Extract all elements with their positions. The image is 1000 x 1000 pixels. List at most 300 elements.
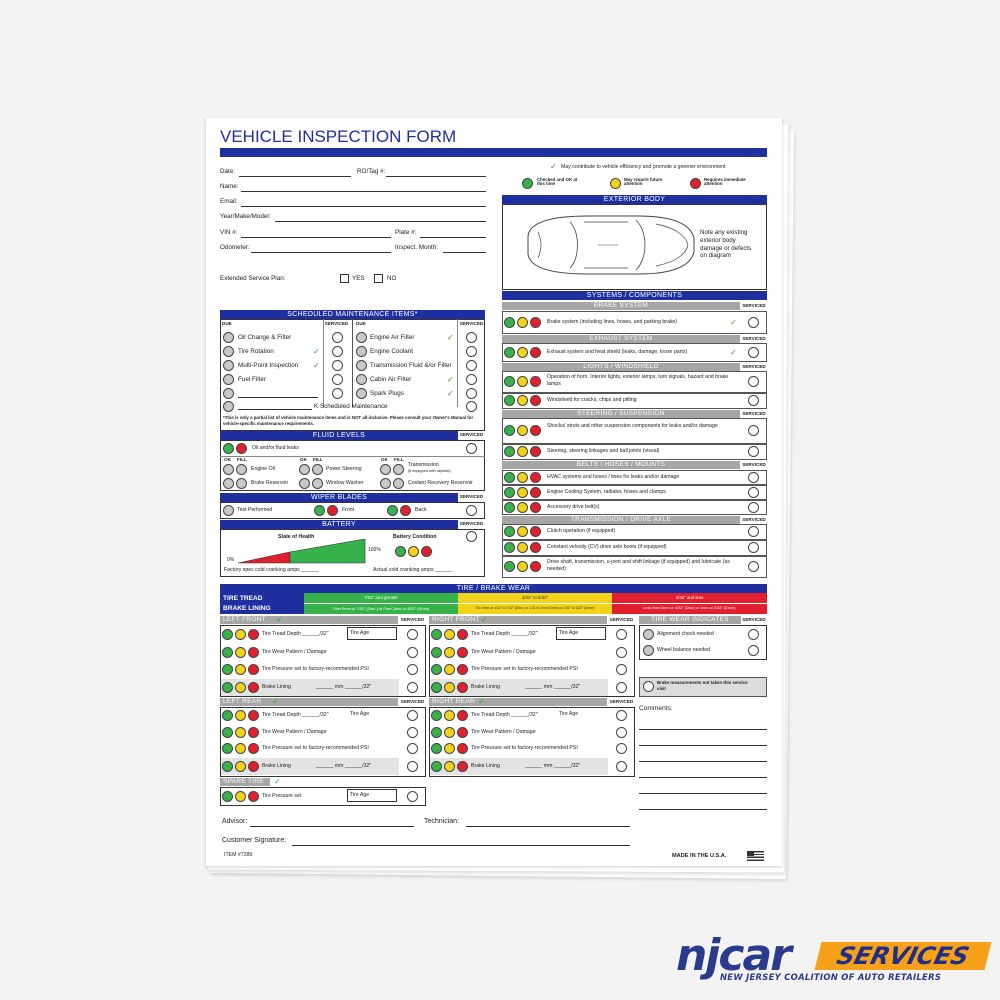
- red-status-icon[interactable]: [530, 526, 541, 537]
- brake-system-header: BRAKE SYSTEM: [502, 302, 740, 310]
- battery-condition-label: Battery Condition: [393, 534, 437, 540]
- green-status-icon[interactable]: [431, 682, 442, 693]
- inspect-month-field[interactable]: [443, 252, 486, 253]
- green-status-icon[interactable]: [222, 791, 233, 802]
- green-status-icon[interactable]: [431, 647, 442, 658]
- red-status-icon[interactable]: [248, 629, 259, 640]
- due-indicator-icon[interactable]: [356, 388, 367, 399]
- green-status-icon[interactable]: [504, 487, 515, 498]
- ok-indicator-icon[interactable]: [223, 464, 234, 475]
- exhaust-system-header: EXHAUST SYSTEM: [502, 335, 740, 343]
- systems-row-label: Constant velocity (CV) drive axle boots (if equipped): [547, 544, 667, 550]
- vin-field[interactable]: [241, 237, 391, 238]
- brake-lining-row-label: Brake Lining: [471, 684, 500, 690]
- technician-field[interactable]: [466, 826, 630, 827]
- gauge-zero-label: 0%: [227, 557, 235, 563]
- green-status-icon[interactable]: [222, 647, 233, 658]
- serviced-checkbox[interactable]: [407, 647, 418, 658]
- serviced-checkbox[interactable]: [407, 664, 418, 675]
- serviced-checkbox[interactable]: [466, 374, 477, 385]
- wear-pattern-label: Tire Wear Pattern / Damage: [262, 649, 327, 655]
- comments-line[interactable]: [639, 729, 767, 730]
- red-status-icon[interactable]: [248, 682, 259, 693]
- leaf-icon: ✓: [274, 777, 281, 786]
- fill-indicator-icon[interactable]: [393, 464, 404, 475]
- extended-plan-yes-label: YES: [352, 275, 365, 282]
- fill-indicator-icon[interactable]: [312, 478, 323, 489]
- red-status-icon[interactable]: [457, 761, 468, 772]
- yellow-status-icon[interactable]: [444, 710, 455, 721]
- not-measured-checkbox[interactable]: [643, 681, 654, 692]
- systems-row: [502, 418, 767, 444]
- serviced-checkbox[interactable]: [466, 531, 477, 542]
- green-status-icon[interactable]: [431, 743, 442, 754]
- systems-row-label: Windshield for cracks, chips and pitting: [547, 397, 637, 403]
- green-status-icon[interactable]: [504, 561, 515, 572]
- power-steering-label: Power Steering: [326, 466, 362, 472]
- serviced-checkbox[interactable]: [332, 360, 343, 371]
- red-status-icon: [690, 178, 701, 189]
- right-front-header: RIGHT FRONT: [429, 616, 607, 624]
- leaf-icon: ✓: [730, 318, 737, 327]
- serviced-checkbox[interactable]: [748, 317, 759, 328]
- balance-indicator-icon[interactable]: [643, 645, 654, 656]
- serviced-checkbox[interactable]: [407, 710, 418, 721]
- tire-age-label: Tire Age: [350, 630, 370, 636]
- red-status-icon[interactable]: [248, 743, 259, 754]
- plate-field[interactable]: [420, 237, 486, 238]
- systems-row: [502, 524, 767, 540]
- brake-lining-label: BRAKE LINING: [223, 605, 271, 612]
- alignment-indicator-icon[interactable]: [643, 629, 654, 640]
- serviced-label: SERVICED: [459, 321, 484, 326]
- yellow-status-icon[interactable]: [444, 629, 455, 640]
- email-label: Email:: [220, 198, 238, 205]
- comments-line[interactable]: [639, 793, 767, 794]
- serviced-label: SERVICED: [742, 411, 766, 416]
- ro-tag-field[interactable]: [386, 176, 486, 177]
- due-indicator-icon[interactable]: [356, 360, 367, 371]
- item-number: ITEM #7289: [224, 852, 253, 858]
- due-indicator-icon[interactable]: [356, 374, 367, 385]
- gauge-full-label: 100%: [368, 547, 381, 553]
- comments-line[interactable]: [639, 777, 767, 778]
- serviced-checkbox[interactable]: [332, 332, 343, 343]
- inspect-month-label: Inspect. Month:: [395, 244, 439, 251]
- belts-hoses-header: BELTS / HOSES / MOUNTS: [502, 461, 740, 469]
- red-status-icon[interactable]: [530, 425, 541, 436]
- engine-oil-label: Engine Oil: [251, 466, 275, 472]
- inspection-form-sheet: [206, 118, 782, 866]
- yellow-status-icon[interactable]: [235, 682, 246, 693]
- tread-depth-label: Tire Tread Depth ______/32": [471, 712, 538, 718]
- red-status-icon[interactable]: [248, 647, 259, 658]
- serviced-checkbox[interactable]: [748, 487, 759, 498]
- red-status-icon[interactable]: [457, 629, 468, 640]
- serviced-checkbox[interactable]: [407, 727, 418, 738]
- extended-plan-no-label: NO: [387, 275, 397, 282]
- serviced-checkbox[interactable]: [407, 629, 418, 640]
- plate-label: Plate #:: [395, 229, 417, 236]
- serviced-checkbox[interactable]: [466, 443, 477, 454]
- ok-indicator-icon[interactable]: [299, 464, 310, 475]
- alignment-label: Alignment check needed: [657, 631, 714, 637]
- yellow-status-icon[interactable]: [235, 727, 246, 738]
- green-status-icon[interactable]: [504, 526, 515, 537]
- yellow-status-icon[interactable]: [235, 710, 246, 721]
- yellow-status-icon[interactable]: [235, 629, 246, 640]
- tread-depth-label: Tire Tread Depth ______/32": [471, 631, 538, 637]
- yellow-status-icon[interactable]: [517, 502, 528, 513]
- red-status-icon[interactable]: [248, 727, 259, 738]
- brake-reservoir-label: Brake Reservoir: [251, 480, 289, 486]
- serviced-checkbox[interactable]: [616, 727, 627, 738]
- red-status-icon[interactable]: [530, 376, 541, 387]
- green-status-icon[interactable]: [504, 542, 515, 553]
- brake-lining-row-label: Brake Lining: [262, 684, 291, 690]
- red-status-icon[interactable]: [530, 542, 541, 553]
- green-status-icon[interactable]: [387, 505, 398, 516]
- serviced-checkbox[interactable]: [748, 502, 759, 513]
- custom-item-field[interactable]: [238, 397, 318, 398]
- leaf-icon: ✓: [313, 347, 320, 356]
- red-status-icon[interactable]: [457, 710, 468, 721]
- scheduled-item-label: Spark Plugs: [370, 390, 404, 397]
- yellow-status-icon[interactable]: [517, 561, 528, 572]
- fluid-divider: [220, 456, 485, 457]
- leaf-icon: ✓: [730, 348, 737, 357]
- serviced-label: SERVICED: [742, 617, 766, 622]
- due-indicator-icon[interactable]: [223, 346, 234, 357]
- yellow-status-icon[interactable]: [235, 743, 246, 754]
- year-make-model-label: Year/Make/Model:: [220, 213, 271, 220]
- scheduled-item-label: Engine Coolant: [370, 348, 414, 355]
- ok-label: OK: [381, 457, 388, 462]
- yellow-status-icon[interactable]: [517, 425, 528, 436]
- green-status-icon[interactable]: [431, 629, 442, 640]
- due-indicator-icon[interactable]: [356, 346, 367, 357]
- comments-line[interactable]: [639, 761, 767, 762]
- green-status-icon[interactable]: [223, 443, 234, 454]
- serviced-checkbox[interactable]: [466, 505, 477, 516]
- services-badge: SERVICES: [815, 942, 992, 970]
- green-status-icon[interactable]: [431, 664, 442, 675]
- serviced-checkbox[interactable]: [748, 446, 759, 457]
- green-status-icon[interactable]: [222, 664, 233, 675]
- serviced-checkbox[interactable]: [616, 710, 627, 721]
- serviced-checkbox[interactable]: [748, 425, 759, 436]
- wear-pattern-label: Tire Wear Pattern / Damage: [471, 649, 536, 655]
- red-status-icon[interactable]: [400, 505, 411, 516]
- red-status-icon[interactable]: [530, 395, 541, 406]
- serviced-checkbox[interactable]: [407, 682, 418, 693]
- scheduled-item-label: Multi-Point Inspection: [238, 362, 299, 369]
- green-status-icon[interactable]: [504, 376, 515, 387]
- serviced-checkbox[interactable]: [466, 401, 477, 412]
- serviced-label: SERVICED: [609, 617, 634, 622]
- car-diagram[interactable]: [518, 208, 700, 282]
- ok-indicator-icon[interactable]: [223, 478, 234, 489]
- comments-line[interactable]: [639, 745, 767, 746]
- serviced-label: SERVICED: [742, 364, 766, 369]
- extended-plan-yes-checkbox[interactable]: [340, 274, 349, 283]
- brand-tagline: NEW JERSEY COALITION OF AUTO RETAILERS: [720, 972, 942, 982]
- green-status-icon[interactable]: [314, 505, 325, 516]
- serviced-checkbox[interactable]: [466, 360, 477, 371]
- red-status-icon[interactable]: [530, 502, 541, 513]
- green-status-icon[interactable]: [504, 395, 515, 406]
- scheduled-item-label: Transmission Fluid &/or Filter: [370, 362, 452, 369]
- serviced-label: SERVICED: [459, 432, 484, 437]
- ok-indicator-icon[interactable]: [380, 478, 391, 489]
- due-indicator-icon[interactable]: [223, 388, 234, 399]
- serviced-checkbox[interactable]: [466, 388, 477, 399]
- date-field[interactable]: [239, 176, 351, 177]
- form-title: VEHICLE INSPECTION FORM: [220, 127, 457, 146]
- red-status-icon[interactable]: [530, 446, 541, 457]
- state-of-health-gauge[interactable]: [238, 539, 366, 565]
- ok-label: OK: [300, 457, 307, 462]
- red-status-icon[interactable]: [530, 487, 541, 498]
- due-indicator-icon[interactable]: [223, 401, 234, 412]
- window-washer-label: Window Washer: [326, 480, 364, 486]
- tire-pressure-label: Tire Pressure set to factory-recommended PSI: [262, 666, 369, 672]
- green-status-icon[interactable]: [395, 546, 406, 557]
- serviced-checkbox[interactable]: [407, 761, 418, 772]
- leaf-icon: ✓: [313, 361, 320, 370]
- green-status-icon[interactable]: [504, 472, 515, 483]
- green-status-icon[interactable]: [431, 727, 442, 738]
- red-status-icon[interactable]: [248, 791, 259, 802]
- legend-yellow-label: May require future attention: [624, 177, 663, 187]
- systems-row-label: Steering, steering linkages and ball joints (visual): [547, 448, 660, 454]
- red-status-icon[interactable]: [530, 561, 541, 572]
- green-status-icon[interactable]: [222, 629, 233, 640]
- comments-label: Comments:: [639, 705, 673, 712]
- transmission-fluid-label: Transmission: [408, 462, 439, 468]
- due-indicator-icon[interactable]: [223, 332, 234, 343]
- exterior-body-header: EXTERIOR BODY: [502, 195, 767, 204]
- yellow-status-icon[interactable]: [517, 395, 528, 406]
- serviced-checkbox[interactable]: [616, 647, 627, 658]
- yellow-status-icon[interactable]: [408, 546, 419, 557]
- serviced-label: SERVICED: [459, 521, 484, 526]
- serviced-checkbox[interactable]: [748, 645, 759, 656]
- comments-line[interactable]: [639, 809, 767, 810]
- green-status-icon[interactable]: [222, 743, 233, 754]
- green-status-icon[interactable]: [504, 425, 515, 436]
- brake-lining-measure: ______ mm ______/32": [525, 763, 581, 769]
- yellow-status-icon[interactable]: [517, 472, 528, 483]
- email-field[interactable]: [241, 206, 486, 207]
- systems-row-label: Engine Cooling System, radiator, hoses and clamps: [547, 489, 666, 495]
- yellow-status-icon[interactable]: [444, 664, 455, 675]
- red-status-icon[interactable]: [530, 347, 541, 358]
- signature-label: Customer Signature:: [222, 837, 287, 844]
- due-indicator-icon[interactable]: [356, 332, 367, 343]
- red-status-icon[interactable]: [530, 472, 541, 483]
- serviced-checkbox[interactable]: [466, 332, 477, 343]
- brake-lining-measure: ______ mm ______/32": [316, 684, 372, 690]
- fill-label: FILL: [394, 457, 404, 462]
- yellow-status-icon[interactable]: [517, 526, 528, 537]
- red-status-icon[interactable]: [530, 317, 541, 328]
- serviced-checkbox[interactable]: [748, 542, 759, 553]
- serviced-checkbox[interactable]: [616, 761, 627, 772]
- fill-indicator-icon[interactable]: [236, 464, 247, 475]
- serviced-checkbox[interactable]: [616, 743, 627, 754]
- green-status-icon[interactable]: [504, 446, 515, 457]
- serviced-checkbox[interactable]: [748, 526, 759, 537]
- yellow-status-icon[interactable]: [517, 347, 528, 358]
- serviced-checkbox[interactable]: [407, 791, 418, 802]
- ro-tag-label: RO/Tag #:: [357, 168, 386, 175]
- ok-indicator-icon[interactable]: [299, 478, 310, 489]
- tire-age-label: Tire Age: [350, 792, 370, 798]
- legend-green-label: Checked and OK at this time: [537, 177, 578, 187]
- green-status-icon[interactable]: [504, 317, 515, 328]
- tire-age-label: Tire Age: [559, 630, 579, 636]
- red-status-icon[interactable]: [457, 727, 468, 738]
- serviced-checkbox[interactable]: [332, 374, 343, 385]
- green-status-icon[interactable]: [222, 727, 233, 738]
- green-status-icon[interactable]: [504, 502, 515, 513]
- red-status-icon[interactable]: [457, 682, 468, 693]
- yellow-status-icon[interactable]: [517, 446, 528, 457]
- green-status-icon[interactable]: [222, 710, 233, 721]
- green-status-icon[interactable]: [222, 761, 233, 772]
- leaf-icon: ✓: [447, 389, 454, 398]
- fill-indicator-icon[interactable]: [236, 478, 247, 489]
- extended-plan-no-checkbox[interactable]: [374, 274, 383, 283]
- battery-header: BATTERY: [220, 520, 458, 529]
- k-interval-field[interactable]: [238, 409, 312, 410]
- fill-indicator-icon[interactable]: [393, 478, 404, 489]
- green-status-icon[interactable]: [431, 761, 442, 772]
- oil-leaks-label: Oil and/or fluid leaks: [252, 445, 299, 451]
- tire-pressure-label: Tire Pressure set to factory-recommended PSI: [471, 666, 578, 672]
- yellow-status-icon[interactable]: [235, 647, 246, 658]
- yellow-status-icon[interactable]: [235, 664, 246, 675]
- serviced-checkbox[interactable]: [748, 376, 759, 387]
- serviced-checkbox[interactable]: [616, 664, 627, 675]
- spare-pressure-label: Tire Pressure set: [262, 793, 302, 799]
- leaf-icon: ✓: [447, 375, 454, 384]
- yellow-status-icon[interactable]: [517, 487, 528, 498]
- year-make-model-field[interactable]: [275, 221, 486, 222]
- us-flag-icon: [747, 851, 764, 861]
- column-divider: [323, 319, 324, 407]
- njcar-logo: njcar: [676, 930, 790, 981]
- odometer-label: Odometer:: [220, 244, 250, 251]
- serviced-checkbox[interactable]: [748, 395, 759, 406]
- leaf-icon: ✓: [550, 162, 557, 171]
- serviced-checkbox[interactable]: [466, 346, 477, 357]
- serviced-checkbox[interactable]: [332, 346, 343, 357]
- red-status-icon[interactable]: [327, 505, 338, 516]
- lining-red-text: Less than 3mm or 4/32" (Disc) or 1mm or 2/32" (Drum): [643, 606, 736, 610]
- systems-row-label: Shocks/ struts and other suspension components for leaks and/or damage: [547, 423, 718, 429]
- green-status-icon[interactable]: [504, 347, 515, 358]
- signature-field[interactable]: [292, 845, 630, 846]
- serviced-checkbox[interactable]: [748, 629, 759, 640]
- green-status-icon[interactable]: [222, 682, 233, 693]
- yellow-status-icon[interactable]: [444, 761, 455, 772]
- date-label: Date:: [220, 168, 236, 175]
- yellow-status-icon[interactable]: [517, 376, 528, 387]
- serviced-label: SERVICED: [742, 303, 766, 308]
- serviced-checkbox[interactable]: [748, 347, 759, 358]
- red-status-icon[interactable]: [248, 761, 259, 772]
- brake-lining-row-label: Brake Lining: [262, 763, 291, 769]
- serviced-checkbox[interactable]: [332, 388, 343, 399]
- serviced-label: SERVICED: [400, 617, 425, 622]
- wear-pattern-label: Tire Wear Pattern / Damage: [262, 729, 327, 735]
- spare-tire-header: SPARE TIRE: [220, 778, 270, 786]
- systems-row: [502, 500, 767, 515]
- serviced-label: SERVICED: [742, 336, 766, 341]
- due-indicator-icon[interactable]: [223, 360, 234, 371]
- yellow-status-icon[interactable]: [235, 791, 246, 802]
- yellow-status-icon[interactable]: [444, 727, 455, 738]
- serviced-checkbox[interactable]: [748, 561, 759, 572]
- yellow-status-icon[interactable]: [444, 682, 455, 693]
- serviced-checkbox[interactable]: [407, 743, 418, 754]
- advisor-field[interactable]: [250, 826, 414, 827]
- green-status-icon[interactable]: [431, 710, 442, 721]
- wear-pattern-label: Tire Wear Pattern / Damage: [471, 729, 536, 735]
- scheduled-item-label: Engine Air Filter: [370, 334, 415, 341]
- red-status-icon[interactable]: [236, 443, 247, 454]
- red-status-icon[interactable]: [248, 710, 259, 721]
- tread-red-text: 3/32" and less: [675, 595, 704, 600]
- yellow-status-icon[interactable]: [517, 317, 528, 328]
- red-status-icon[interactable]: [248, 664, 259, 675]
- systems-row-label: Exhaust system and heat shield (leaks, damage, loose parts): [547, 349, 688, 355]
- front-wiper-label: Front: [342, 507, 355, 513]
- ok-indicator-icon[interactable]: [380, 464, 391, 475]
- transmission-axle-header: TRANSMISSION / DRIVE AXLE: [502, 516, 740, 524]
- due-label: DUE: [222, 321, 232, 326]
- scheduled-item-label: Oil Change & Filter: [238, 334, 292, 341]
- tread-depth-label: Tire Tread Depth ______/32": [262, 712, 329, 718]
- column-divider: [352, 319, 353, 407]
- red-status-icon[interactable]: [457, 647, 468, 658]
- yellow-status-icon[interactable]: [444, 647, 455, 658]
- red-status-icon[interactable]: [457, 743, 468, 754]
- balance-label: Wheel balance needed: [657, 647, 711, 653]
- red-status-icon[interactable]: [457, 664, 468, 675]
- serviced-checkbox[interactable]: [616, 682, 627, 693]
- yellow-status-icon[interactable]: [517, 542, 528, 553]
- due-indicator-icon[interactable]: [223, 374, 234, 385]
- scheduled-item-label: Fuel Filter: [238, 376, 266, 383]
- yellow-status-icon[interactable]: [444, 743, 455, 754]
- serviced-checkbox[interactable]: [748, 472, 759, 483]
- scheduled-item-label: Cabin Air Filter: [370, 376, 412, 383]
- test-performed-icon[interactable]: [223, 505, 234, 516]
- advisor-label: Advisor:: [222, 818, 248, 825]
- tire-pressure-label: Tire Pressure set to factory-recommended PSI: [471, 745, 578, 751]
- serviced-checkbox[interactable]: [616, 629, 627, 640]
- odometer-field[interactable]: [251, 252, 391, 253]
- name-field[interactable]: [241, 191, 486, 192]
- fill-indicator-icon[interactable]: [312, 464, 323, 475]
- leaf-icon: ✓: [276, 615, 283, 624]
- red-status-icon[interactable]: [421, 546, 432, 557]
- transmission-fluid-note: (if equipped with dipstick): [408, 469, 451, 473]
- yellow-status-icon[interactable]: [235, 761, 246, 772]
